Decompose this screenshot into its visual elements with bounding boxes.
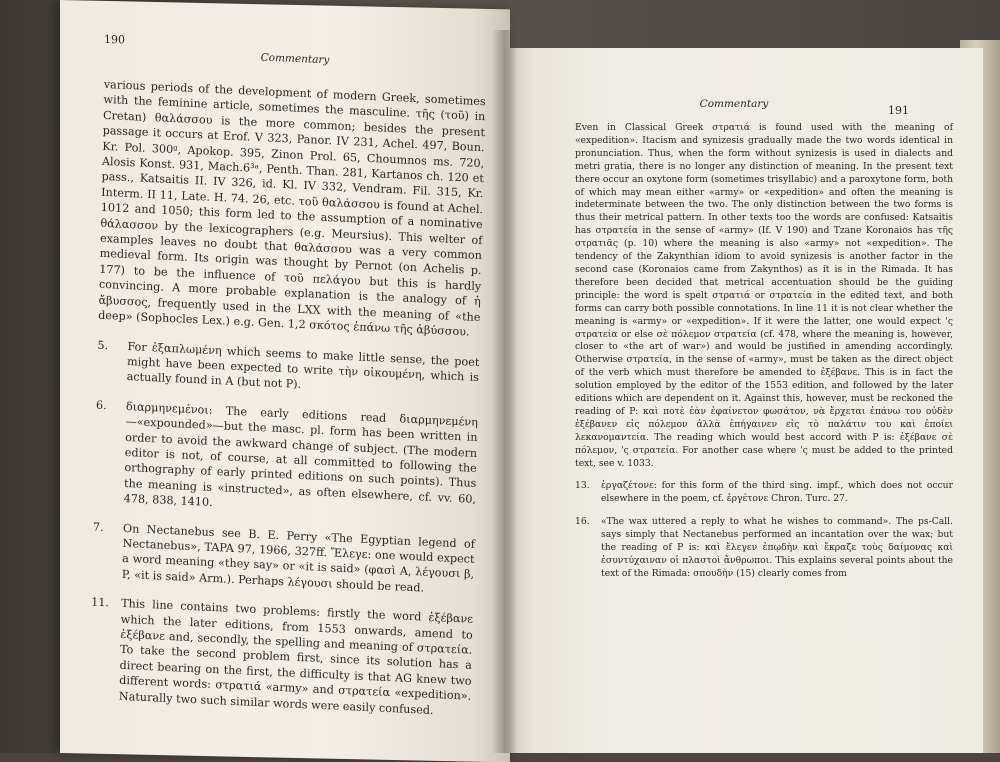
line-number: 16. [575,516,590,528]
entry-text: This line contains two problems: firstly the word ἐξέβανε which the later editions, from 1553 onwards, amend to ἐξέβανε and, secondly, the spelling and meaning of στρατεία. To take the second problem first, since its solution has a direct bearing on the first, the difficulty is that AG knew two different words: στρατιά «army» and στρατεία «expedition». Naturally two such similar words were easily confused. [118,597,474,717]
entry-text: For ἐξαπλωμένη which seems to make little sense, the poet might have been expected to write τὴν οἰκουμένη, which is actually found in A (but not P). [126,339,480,392]
entry-text: διαρμηνεμένοι: The early editions read διαρμηνεμένη—«expounded»—but the masc. pl. form has been written in order to avoid the awkward change of subject. (The modern editor is not, of course, at all committed to following the orthography of early printed editions on such points). Thus the meaning is «instructed», as often elsewhere, cf. vv. 60, 478, 838, 1410. [123,399,479,510]
commentary-entry [575,516,953,581]
line-number: 13. [575,480,590,492]
commentary-entry [92,519,475,598]
commentary-paragraph: various periods of the development of modern Greek, sometimes with the feminine article, sometimes the masculine. τῆς (τοῦ) in Cretan) θαλάσσου is the more common; besides the present passage it occurs at Erof. V 323, Panor. IV 231, Achel. 497, Boun. Kr. Pol. 300ᵍ, Apokop. 395, Zinon Prol. 65, Choumnos ms. 720, Alosis Konst. 931, Mach.6³ᵃ, Penth. Than. 281, Kartanos ch. 120 et pass., Katsaitis II. IV 326, id. Kl. IV 332, Vendram. Fil. 315, Kr. Interm. II 11, Late. H. 74. 26, etc. τοῦ θαλάσσου is found at Achel. 1012 and 1050; this form led to the assumption of a nominative θάλασσον by the lexicographers (e.g. Meursius). This welter of examples leaves no doubt that θαλάσσου was a very common medieval form. Its origin was thought by Pernot (on Achelis p. 177) to be the influence of τοῦ πελάγου but this is hardly convincing. A more probable explanation is the analogy of ἡ ἄβυσσος, frequently used in the LXX with the meaning of «the deep» (Sophocles Lex.) e.g. Gen. 1,2 σκότος ἐπάνω τῆς ἀβύσσου. [98,77,486,339]
entry-text: ἐργαζέτονε: for this form of the third sing. impf., which does not occur elsewhere in the poem, cf. ἐργέτονε Chron. Turc. 27. [601,480,953,505]
line-number: 7. [92,520,104,534]
page-number: 191 [888,104,909,117]
entry-text: On Nectanebus see B. E. Perry «The Egyptian legend of Nectanebus», TAPA 97, 1966, 327ff. Ἔλεγε: one would expect a word meaning «they say» or «it is said» (φασὶ A, λέγουσι β, P, «it is said» Arm.). Perhaps λέγουσι should be read. [121,521,476,595]
page-number: 190 [104,32,125,47]
commentary-entry [89,595,474,720]
line-number: 5. [97,338,109,352]
line-number: 11. [90,595,110,610]
running-head: Commentary [260,51,330,67]
running-head: Commentary [699,98,769,110]
commentary-entry [97,337,480,401]
left-page-body [89,77,486,720]
right-page-body [575,122,953,581]
entry-text: «The wax uttered a reply to what he wishes to command». The ps-Call. says simply that Nectanebus performed an incantation over the wax; but the reading of P is: καὶ ἔλεγεν ἐπῳδὴν καὶ ἔκραζε τοὺς δαίμονας καὶ ἐσυντύχαιναν οἱ πλαστοὶ ἄνθρωποι. This explains several points about the text of the Rimada: σπουδὴν (15) clearly comes from [601,516,953,579]
commentary-entry [94,397,479,522]
commentary-paragraph: Even in Classical Greek στρατιά is found used with the meaning of «expedition». Itacism and synizesis gradually made the two words identical in pronunciation. Thus, when the form without synizesis is used in dialects and metri gratia, there is no longer any distinction of meaning. In the present text there occur an oxytone form (sometimes trisyllabic) and a paroxytone form, both of which may mean either «army» or «expedition» and often the meaning is indeterminate between the two. The only distinction between the two forms is thus their metrical pattern. In other texts too the words are confused: Katsaitis has στρατεία in the sense of «army» (Ιf. V 190) and Tzane Koronaios has τῆς στρατιᾶς (p. 10) where the meaning is also «army» not «expedition». The tendency of the Zakynthian idiom to avoid synizesis is another factor in the second case (Koronaios came from Zakynthos) as it is in the Rimada. It has therefore been decided that metrical accentuation should be the guiding principle: the word is spelt στρατιά or στρατεία in the edited text, and both forms can carry both possible connotations. In line 11 it is not clear whether the meaning is «army» or «expedition». If it were the latter, one would expect 'ς στρατεία or else σὲ πόλεμον στρατεία (cf. 478, where the meaning is, however, closer to «the art of war») and would be justified in amending accordingly. Otherwise στρατεία, in the sense of «army», must be taken as the direct object of the verb which must therefore be amended to ἐξέβανε. This is in fact the solution employed by the editor of the 1553 edition, and followed by the later editions which are dependent on it. Against this, however, must be reckoned the reading of P: καὶ ποτὲ ἐὰν ἐφαίνετον φωσάτον, νὰ ἔρχεται ἐπάνω του οὐδὲν ἐξέβανεν εἰς πόλεμον ἀλλὰ ἐπήγαινεν εἰς τὸ παλάτιν του καὶ ἐποίει λεκανομαντεία. The reading which would best accord with P is: ἐξέβανε σὲ πόλεμον, 'ς στρατεία. For another case where 'ς must be added to the printed text, see v. 1033. [575,122,953,469]
left-page [60,0,510,762]
book-gutter [492,30,518,753]
right-page [505,48,983,753]
line-number: 6. [95,398,107,412]
commentary-entry [575,480,953,506]
